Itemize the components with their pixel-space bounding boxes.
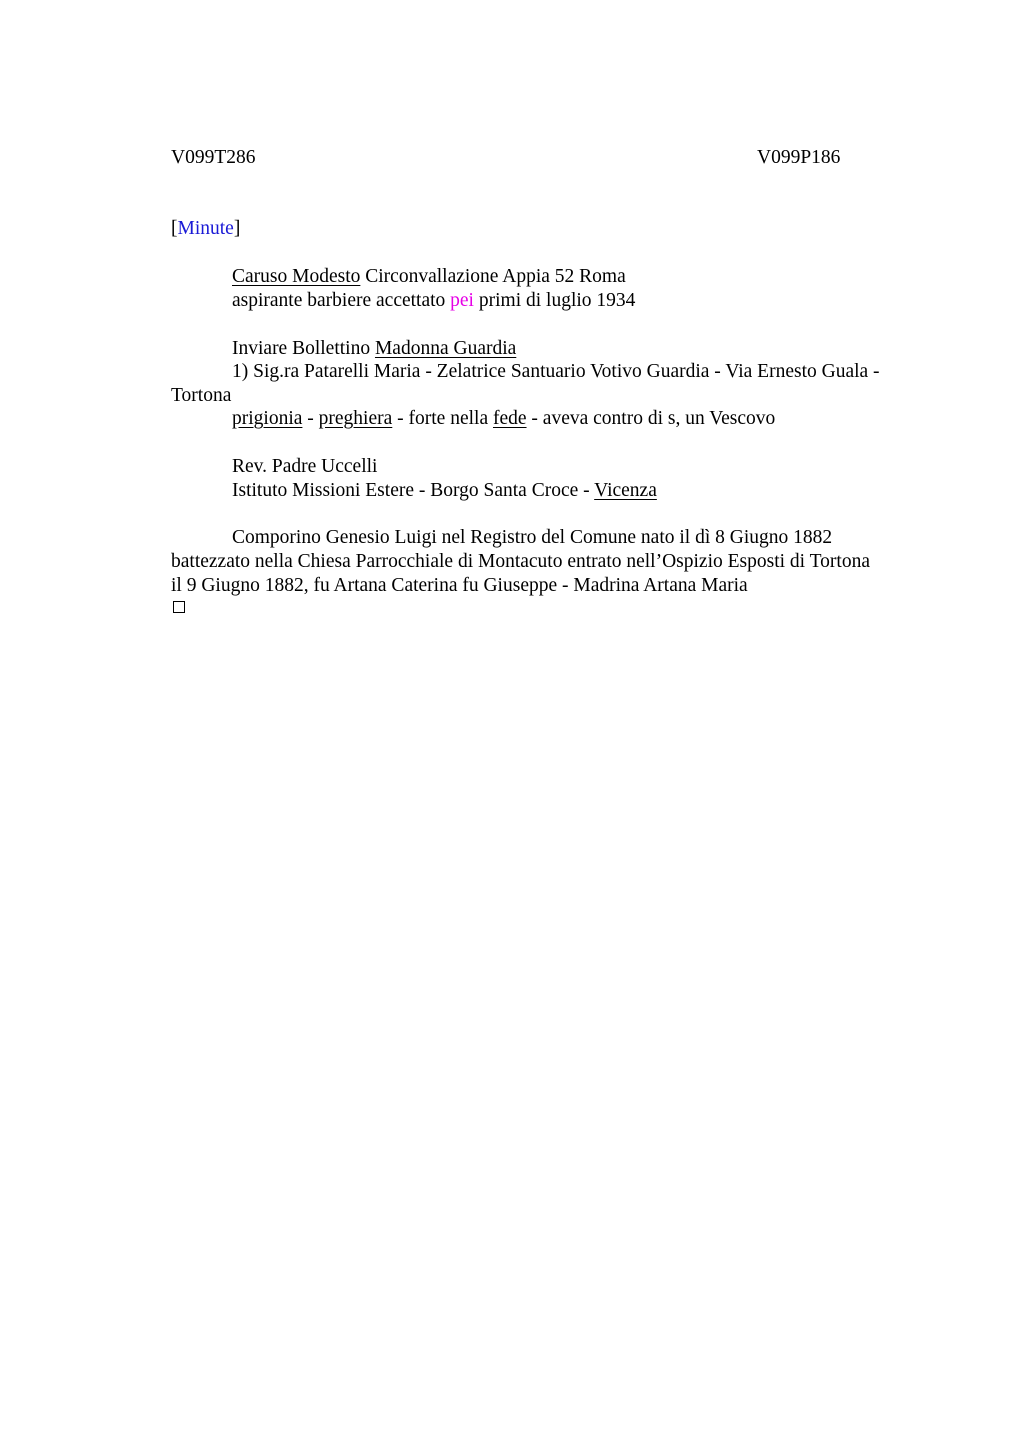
person-address: Circonvallazione Appia 52 Roma	[360, 266, 626, 287]
block2-line4	[232, 407, 775, 431]
section-heading	[171, 217, 240, 241]
block2-line1	[232, 337, 516, 361]
city-vicenza: Vicenza	[594, 480, 657, 501]
trailing-text: - aveva contro di s, un Vescovo	[526, 408, 776, 429]
block4-line3: il 9 Giugno 1882, fu Artana Caterina fu Giuseppe - Madrina Artana Maria	[171, 575, 748, 596]
highlighted-word: pei	[450, 290, 474, 311]
bracket-close: ]	[233, 218, 241, 239]
person-name: Caruso Modesto	[232, 266, 361, 287]
document-code-left: V099T286	[171, 147, 256, 168]
separator-text: - forte nella	[392, 408, 493, 429]
block1-text-b: primi di luglio 1934	[473, 290, 636, 311]
bracket-open: [	[171, 218, 178, 239]
keyword-prigionia: prigionia	[232, 408, 303, 429]
block4-line1: Comporino Genesio Luigi nel Registro del Comune nato il dì 8 Giugno 1882	[232, 527, 833, 548]
institute-text: Istituto Missioni Estere - Borgo Santa Croce -	[232, 480, 595, 501]
checkbox-glyph	[173, 601, 185, 613]
block3-line1: Rev. Padre Uccelli	[232, 456, 378, 477]
block2-text: Inviare Bollettino	[232, 338, 375, 359]
separator: -	[302, 408, 319, 429]
block4-line2: battezzato nella Chiesa Parrocchiale di Montacuto entrato nell’Ospizio Esposti di Tortona	[171, 551, 870, 572]
keyword-preghiera: preghiera	[318, 408, 393, 429]
block2-line3: Tortona	[171, 385, 232, 406]
keyword-fede: fede	[492, 408, 527, 429]
block1-line2	[232, 289, 635, 313]
block2-line2: 1) Sig.ra Patarelli Maria - Zelatrice Santuario Votivo Guardia - Via Ernesto Guala -	[232, 361, 880, 382]
block1-line1	[232, 265, 626, 289]
block3-line2	[232, 479, 657, 503]
section-label-minute: Minute	[177, 218, 234, 239]
document-code-right: V099P186	[757, 147, 841, 168]
block1-text-a: aspirante barbiere accettato	[232, 290, 451, 311]
bulletin-name: Madonna Guardia	[374, 338, 517, 359]
